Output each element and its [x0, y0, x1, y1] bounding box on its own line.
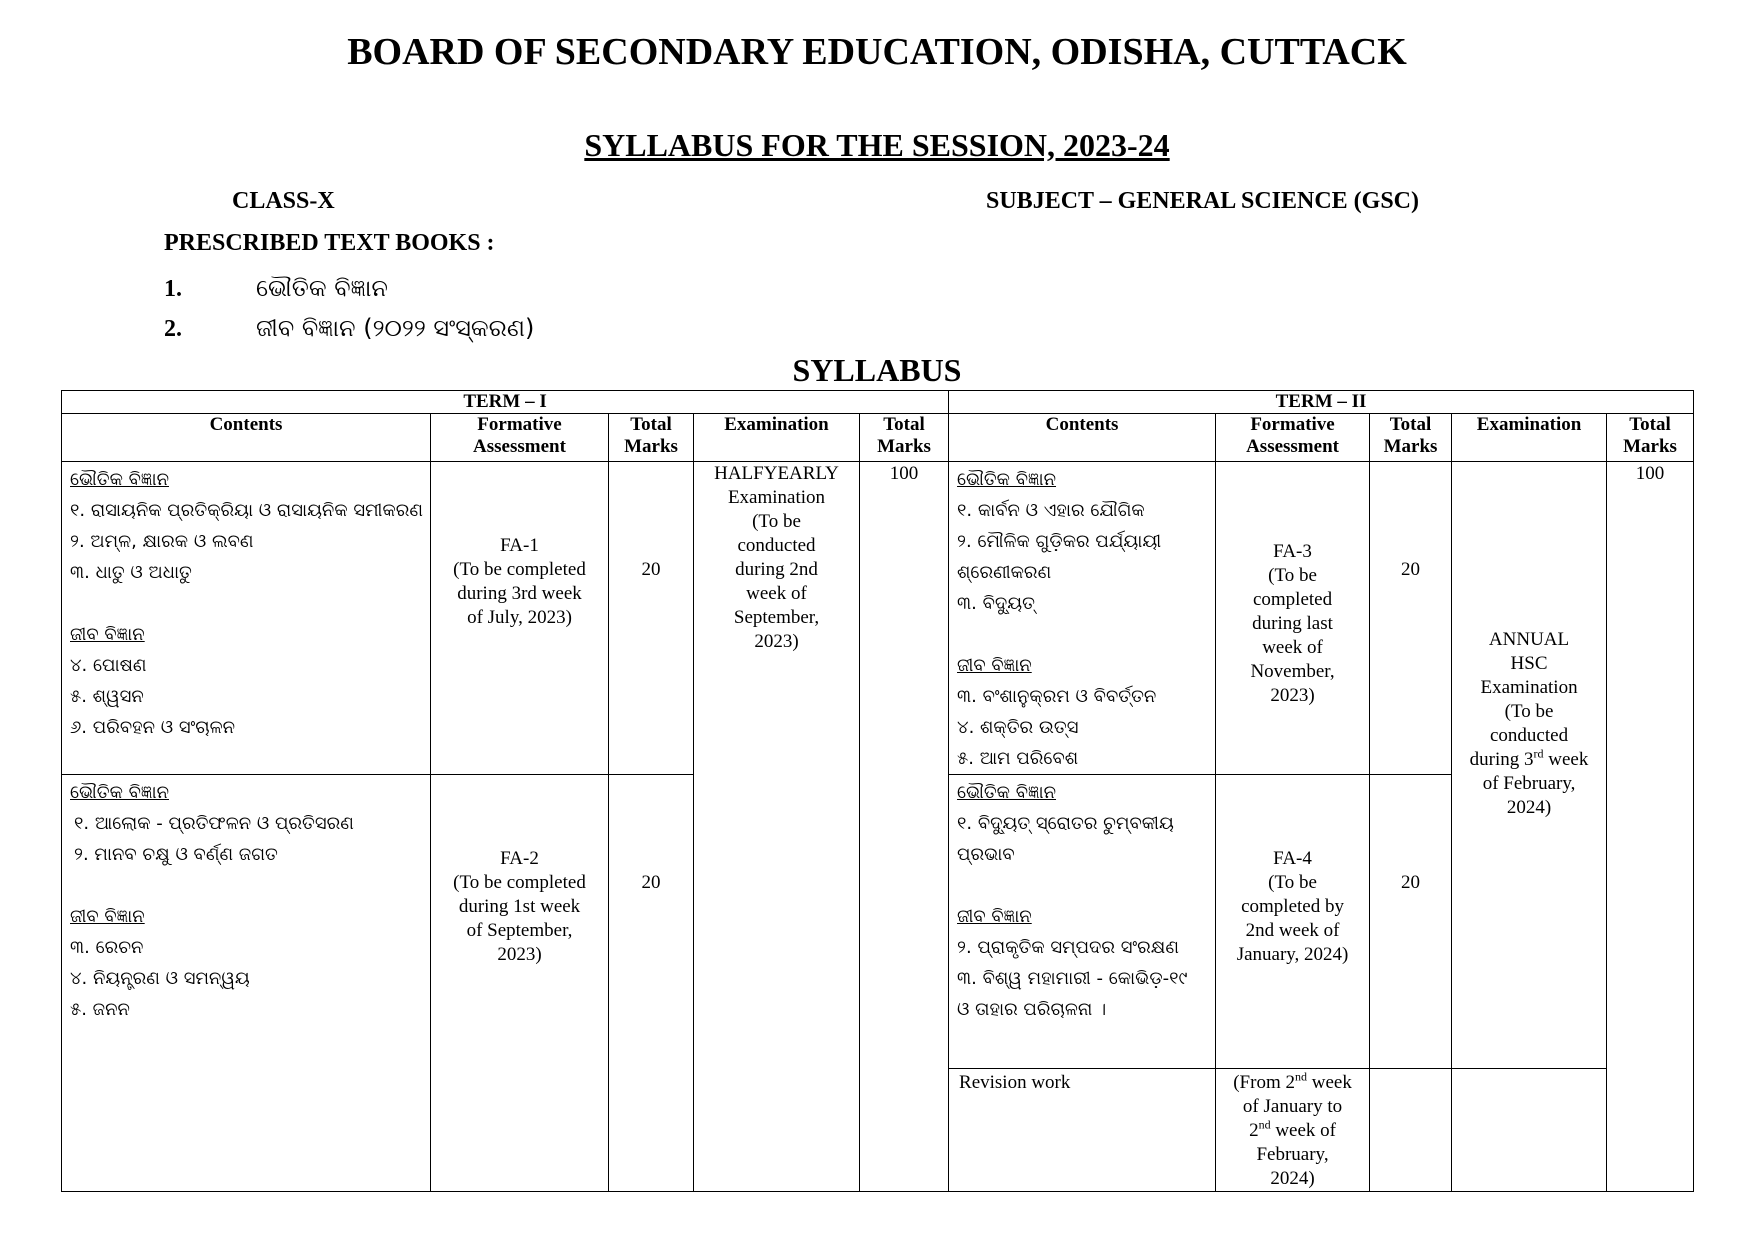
term1-fa2-contents [62, 775, 431, 1192]
list-item: ଶ୍ରେଣୀକରଣ [957, 562, 1052, 583]
section-heading-life-science: ଜୀବ ବିଜ୍ଞାନ [70, 906, 145, 927]
session-subtitle [0, 127, 1754, 164]
exam-line: HALFYEARLY [714, 463, 839, 484]
list-item: ଓ ତାହାର ପରିଚାଳନା । [957, 999, 1107, 1020]
exam-line: 2024) [1506, 797, 1552, 818]
list-item: ୩. ବଂଶାନୁକ୍ରମ ଓ ବିବର୍ତ୍ତନ [957, 686, 1157, 707]
book-number: 1. [164, 276, 182, 302]
revision-period [1216, 1069, 1370, 1192]
col-header-total-marks [609, 414, 694, 462]
fa-note-line: during 3rd week [457, 583, 582, 604]
list-item: ୪. ଶକ୍ତିର ଉତ୍ସ [957, 717, 1079, 738]
exam-line: ANNUAL [1488, 629, 1570, 650]
list-item: ପ୍ରଭାବ [957, 844, 1015, 865]
fa-note-line: of July, 2023) [467, 607, 572, 628]
section-heading-life-science: ଜୀବ ବିଜ୍ଞାନ [70, 624, 145, 645]
total-value: 100 [1635, 463, 1665, 484]
revision-part: week of [1270, 1120, 1336, 1141]
fa-note-line: (To be [1268, 872, 1317, 893]
section-heading-physical-science: ଭୌତିକ ବିଜ୍ଞାନ [957, 469, 1057, 490]
fa1-assessment [431, 462, 609, 775]
syllabus-table [61, 390, 1694, 1192]
header-line: Total [1629, 414, 1671, 435]
term-2-header: TERM – II [949, 391, 1694, 414]
prescribed-books-label: PRESCRIBED TEXT BOOKS : [164, 230, 495, 256]
fa3-assessment [1216, 462, 1370, 775]
fa-note-line: 2023) [497, 944, 542, 965]
header-line: Total [630, 414, 672, 435]
header-line: Formative [1250, 414, 1335, 435]
fa4-assessment [1216, 775, 1370, 1069]
fa-note-line: during 1st week [458, 896, 581, 917]
revision-marks-empty [1370, 1069, 1452, 1192]
fa1-total-marks: 20 [609, 462, 694, 775]
col-header-total-marks [1607, 414, 1694, 462]
total-value: 100 [889, 463, 919, 484]
term2-fa4-contents [949, 775, 1216, 1069]
exam-line: 2023) [754, 631, 799, 652]
col-header-total-marks [1370, 414, 1452, 462]
header-line: Marks [877, 436, 931, 457]
book-number: 2. [164, 316, 182, 342]
board-title: BOARD OF SECONDARY EDUCATION, ODISHA, CUTTACK [347, 31, 1407, 73]
list-item: ୨. ମୌଳିକ ଗୁଡ଼ିକର ପର୍ଯ୍ୟାୟୀ [957, 531, 1162, 552]
annual-hsc-examination [1452, 462, 1607, 1069]
header-line: Marks [624, 436, 678, 457]
exam-line [1452, 748, 1606, 772]
class-label: CLASS-X [232, 188, 335, 214]
superscript: rd [1533, 746, 1544, 761]
fa-note-line: January, 2024) [1236, 944, 1349, 965]
fa-note-line: week of [1262, 637, 1323, 658]
term2-total-marks [1607, 462, 1694, 1192]
revision-line [1216, 1119, 1369, 1143]
exam-line: conducted [737, 535, 816, 556]
list-item: ୫. ଜନନ [70, 999, 130, 1020]
term1-fa1-contents [62, 462, 431, 775]
fa-note-line: completed by [1241, 896, 1344, 917]
fa4-total-marks: 20 [1370, 775, 1452, 1069]
exam-line: during 2nd [735, 559, 818, 580]
list-item: ୧. ଆଲୋକ - ପ୍ରତିଫଳନ ଓ ପ୍ରତିସରଣ [74, 813, 354, 834]
revision-line: 2024) [1270, 1168, 1315, 1189]
term2-fa3-contents [949, 462, 1216, 775]
fa-label: FA-4 [1273, 848, 1312, 869]
list-item: ୫. ଆମ ପରିବେଶ [957, 748, 1079, 769]
col-header-contents: Contents [949, 414, 1216, 462]
exam-line: conducted [1489, 725, 1569, 746]
list-item: ୪. ନିୟନ୍ତ୍ରଣ ଓ ସମନ୍ୱୟ [70, 968, 250, 989]
list-item: ୩. ବିଦ୍ୟୁତ୍ [957, 593, 1035, 614]
exam-line: Examination [727, 487, 826, 508]
col-header-contents: Contents [62, 414, 431, 462]
fa-note-line: during last [1252, 613, 1333, 634]
fa-note-line: 2nd week of [1245, 920, 1340, 941]
exam-line: week of [746, 583, 807, 604]
revision-line [1216, 1071, 1369, 1095]
list-item: ୪. ପୋଷଣ [70, 655, 147, 676]
list-item: ୨. ଅମ୍ଳ, କ୍ଷାରକ ଓ ଲବଣ [70, 531, 254, 552]
exam-line: of February, [1482, 773, 1576, 794]
list-item: ୧. ରାସାୟନିକ ପ୍ରତିକ୍ରିୟା ଓ ରାସାୟନିକ ସମୀକରଣ [70, 500, 424, 521]
section-heading-physical-science: ଭୌତିକ ବିଜ୍ଞାନ [957, 782, 1057, 803]
revision-part: (From 2 [1233, 1072, 1295, 1093]
fa-note-line: completed [1252, 589, 1333, 610]
col-header-examination: Examination [1452, 414, 1607, 462]
fa-note-line: November, [1250, 661, 1335, 682]
superscript: nd [1294, 1069, 1307, 1084]
fa-label: FA-1 [500, 535, 539, 556]
list-item: ୫. ଶ୍ୱସନ [70, 686, 144, 707]
revision-line: February, [1256, 1144, 1329, 1165]
header-line: Assessment [473, 436, 566, 457]
revision-line: of January to [1242, 1096, 1343, 1117]
section-heading-physical-science: ଭୌତିକ ବିଜ୍ଞାନ [70, 782, 169, 803]
superscript: nd [1258, 1117, 1271, 1132]
col-header-formative [1216, 414, 1370, 462]
list-item: ୬. ପରିବହନ ଓ ସଂଚାଳନ [70, 717, 235, 738]
list-item: ୨. ପ୍ରାକୃତିକ ସମ୍ପଦର ସଂରକ୍ଷଣ [957, 937, 1179, 958]
fa-note-line: (To be completed [453, 872, 586, 893]
revision-part: 2 [1249, 1120, 1259, 1141]
revision-work-label: Revision work [949, 1069, 1216, 1192]
list-item: ୧. ବିଦ୍ୟୁତ୍ ସ୍ରୋତର ଚୁମ୍ବକୀୟ [957, 813, 1174, 834]
list-item: ୩. ରେଚନ [70, 937, 144, 958]
exam-line: September, [733, 607, 820, 628]
section-heading-physical-science: ଭୌତିକ ବିଜ୍ଞାନ [70, 469, 169, 490]
header-line: Marks [1623, 436, 1677, 457]
session-subtitle-text: SYLLABUS FOR THE SESSION, 2023-24 [584, 127, 1170, 163]
fa3-total-marks: 20 [1370, 462, 1452, 775]
section-heading-life-science: ଜୀବ ବିଜ୍ଞାନ [957, 906, 1032, 927]
fa-note-line: (To be [1268, 565, 1317, 586]
exam-line: (To be [752, 511, 801, 532]
term-1-header: TERM – I [62, 391, 949, 414]
book-title: ଭୌତିକ ବିଜ୍ଞାନ [256, 274, 388, 302]
header-line: Total [1389, 414, 1432, 435]
fa2-assessment [431, 775, 609, 1192]
exam-line: Examination [1480, 677, 1578, 698]
halfyearly-examination [694, 462, 860, 1192]
list-item: ୧. କାର୍ବନ ଓ ଏହାର ଯୌଗିକ [957, 500, 1145, 521]
fa-label: FA-3 [1273, 541, 1312, 562]
col-header-formative [431, 414, 609, 462]
exam-column-filler [1452, 1069, 1607, 1192]
exam-line: (To be [1504, 701, 1554, 722]
revision-part: week [1306, 1072, 1352, 1093]
col-header-total-marks [860, 414, 949, 462]
header-line: Assessment [1246, 436, 1339, 457]
exam-line-part: week [1543, 749, 1589, 770]
subject-label: SUBJECT – GENERAL SCIENCE (GSC) [986, 188, 1419, 214]
term1-total-marks [860, 462, 949, 1192]
fa-label: FA-2 [500, 848, 539, 869]
section-heading-life-science: ଜୀବ ବିଜ୍ଞାନ [957, 655, 1032, 676]
list-item: ୩. ବିଶ୍ୱ ମହାମାରୀ - କୋଭିଡ଼-୧୯ [957, 968, 1188, 989]
exam-line-part: during 3 [1469, 749, 1534, 770]
list-item: ୨. ମାନବ ଚକ୍ଷୁ ଓ ବର୍ଣ୍ଣ ଜଗତ [74, 844, 278, 865]
fa-note-line: of September, [466, 920, 573, 941]
syllabus-heading: SYLLABUS [792, 352, 962, 388]
exam-line: HSC [1510, 653, 1548, 674]
fa2-total-marks: 20 [609, 775, 694, 1192]
header-line: Formative [477, 414, 562, 435]
fa-note-line: 2023) [1270, 685, 1315, 706]
book-title: ଜୀବ ବିଜ୍ଞାନ (୨୦୨୨ ସଂସ୍କରଣ) [256, 314, 535, 342]
col-header-examination: Examination [694, 414, 860, 462]
header-line: Total [883, 414, 925, 435]
header-line: Marks [1383, 436, 1438, 457]
fa-note-line: (To be completed [453, 559, 586, 580]
list-item: ୩. ଧାତୁ ଓ ଅଧାତୁ [70, 562, 192, 583]
